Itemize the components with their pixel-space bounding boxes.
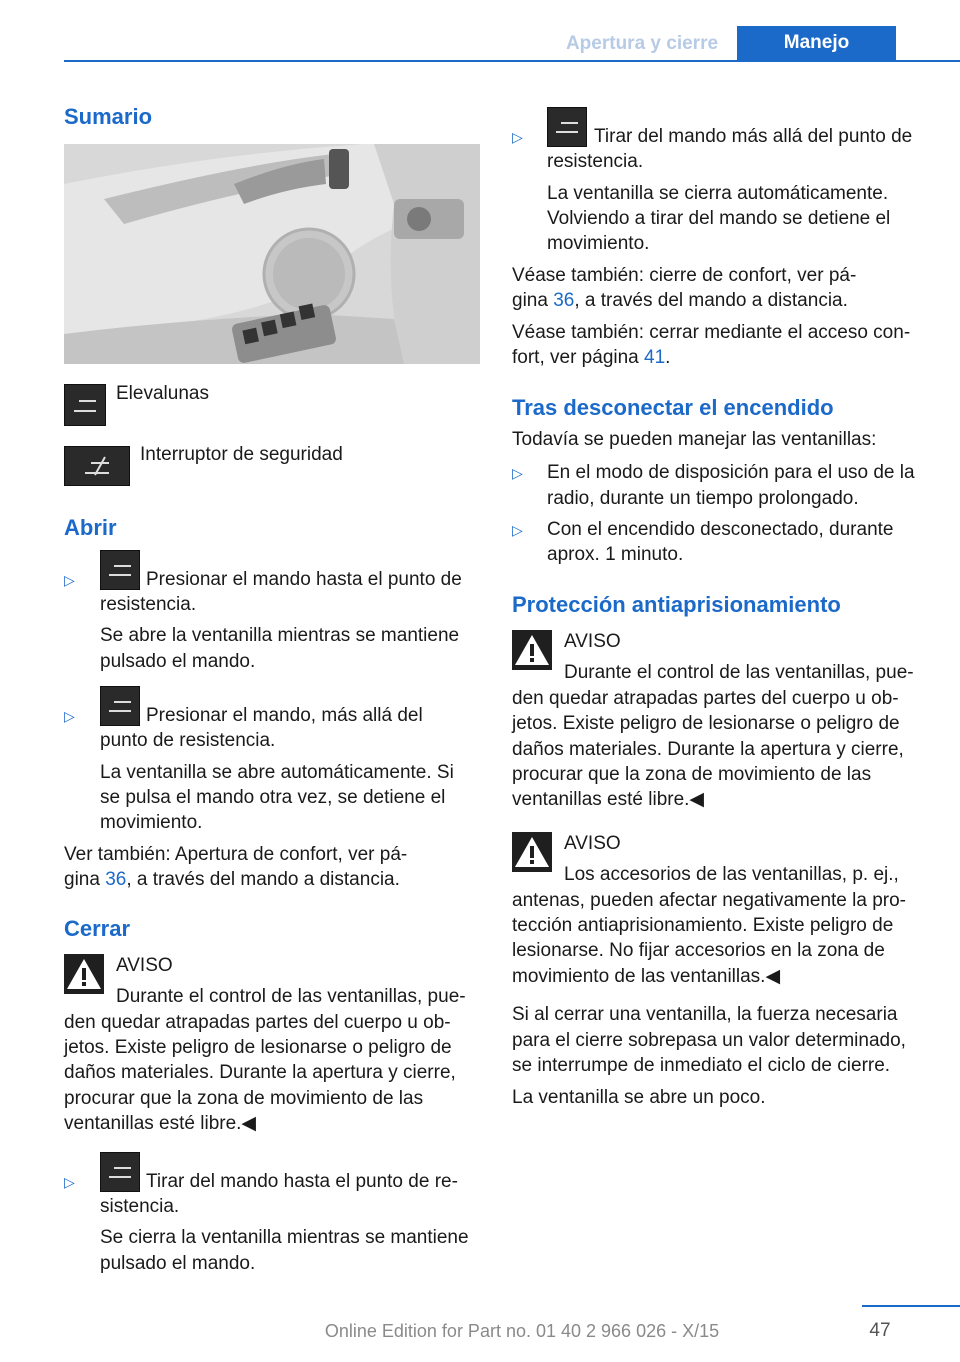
vease2-line2: fort, ver página 41. bbox=[512, 347, 671, 368]
tras-item1-line1: En el modo de disposición para el uso de la bbox=[547, 462, 915, 483]
aviso-line3: jetos. Existe peligro de lesionarse o peligro de bbox=[64, 1037, 452, 1058]
page-link-41[interactable]: 41 bbox=[644, 347, 666, 368]
cerrar-item1-note-1: Se cierra la ventanilla mientras se mantiene bbox=[100, 1227, 469, 1248]
bullet-icon: ▷ bbox=[512, 465, 523, 481]
tras-item1-line2: radio, durante un tiempo prolongado. bbox=[547, 488, 859, 509]
abrir-item2-note-2: se pulsa el mando otra vez, se detiene el bbox=[100, 787, 446, 808]
bullet-icon: ▷ bbox=[64, 572, 75, 588]
window-switch-icon bbox=[100, 686, 140, 726]
footer-edition: Online Edition for Part no. 01 40 2 966 026 - X/15 bbox=[324, 1321, 720, 1341]
aviso2-line4: lesionarse. No fijar accesorios en la zona de bbox=[512, 940, 885, 961]
aviso1-line6: ventanillas esté libre.◀ bbox=[512, 789, 705, 810]
final-line1: Si al cerrar una ventanilla, la fuerza necesaria bbox=[512, 1004, 898, 1025]
warning-triangle-icon bbox=[512, 630, 552, 670]
abrir-item1-note-2: pulsado el mando. bbox=[100, 651, 256, 672]
aviso-line5: procurar que la zona de movimiento de las bbox=[64, 1088, 424, 1109]
final-line2: para el cierre sobrepasa un valor determinado, bbox=[512, 1030, 906, 1051]
ver-tambien-line2: gina 36, a través del mando a distancia. bbox=[64, 869, 400, 890]
header-section-title: Apertura y cierre bbox=[565, 33, 719, 54]
aviso1-line2: den quedar atrapadas partes del cuerpo u ob‐ bbox=[512, 688, 899, 709]
legend-interruptor: Interruptor de seguridad bbox=[140, 444, 343, 465]
aviso2-line3: tección antiaprisionamiento. Existe peligro de bbox=[512, 915, 894, 936]
header-rule bbox=[64, 60, 960, 62]
aviso2-label: AVISO bbox=[564, 833, 621, 854]
right-item-note-1: La ventanilla se cierra automáticamente. bbox=[547, 183, 889, 204]
aviso1-line1: Durante el control de las ventanillas, pue‐ bbox=[564, 662, 914, 683]
final-line4: La ventanilla se abre un poco. bbox=[512, 1087, 766, 1108]
abrir-item1-line2: resistencia. bbox=[100, 594, 197, 615]
abrir-item2-note-1: La ventanilla se abre automáticamente. Si bbox=[100, 762, 454, 783]
cerrar-item1-line2: sistencia. bbox=[100, 1196, 180, 1217]
aviso-line4: daños materiales. Durante la apertura y cierre, bbox=[64, 1062, 456, 1083]
door-switches-photo bbox=[64, 144, 480, 364]
aviso1-label: AVISO bbox=[564, 631, 621, 652]
right-item-note-2: Volviendo a tirar del mando se detiene el bbox=[547, 208, 891, 229]
warning-triangle-icon bbox=[64, 954, 104, 994]
window-switch-icon bbox=[100, 550, 140, 590]
aviso1-line4: daños materiales. Durante la apertura y cierre, bbox=[512, 739, 904, 760]
right-item-line2: resistencia. bbox=[547, 151, 644, 172]
aviso-line2: den quedar atrapadas partes del cuerpo u ob‐ bbox=[64, 1012, 451, 1033]
abrir-item1-line1: Presionar el mando hasta el punto de bbox=[146, 569, 462, 590]
heading-cerrar: Cerrar bbox=[64, 916, 131, 941]
abrir-item2-line2: punto de resistencia. bbox=[100, 730, 276, 751]
cerrar-item1-note-2: pulsado el mando. bbox=[100, 1253, 256, 1274]
abrir-item2-line1: Presionar el mando, más allá del bbox=[146, 705, 423, 726]
window-switch-icon bbox=[64, 384, 106, 426]
page-link-36[interactable]: 36 bbox=[553, 290, 575, 311]
right-item-line1: Tirar del mando más allá del punto de bbox=[594, 126, 913, 147]
heading-proteccion: Protección antiaprisionamiento bbox=[512, 592, 841, 617]
aviso2-line1: Los accesorios de las ventanillas, p. ej., bbox=[564, 864, 899, 885]
final-line3: se interrumpe de inmediato el ciclo de cierre. bbox=[512, 1055, 891, 1076]
aviso1-line3: jetos. Existe peligro de lesionarse o peligro de bbox=[512, 713, 900, 734]
bullet-icon: ▷ bbox=[512, 129, 523, 145]
cerrar-item1-line1: Tirar del mando hasta el punto de re‐ bbox=[146, 1171, 458, 1192]
page-number: 47 bbox=[869, 1320, 891, 1341]
heading-tras-desconectar: Tras desconectar el encendido bbox=[512, 395, 834, 420]
window-switch-icon bbox=[547, 107, 587, 147]
aviso-line1: Durante el control de las ventanillas, pue‐ bbox=[116, 986, 466, 1007]
vease1-line1: Véase también: cierre de confort, ver pá‐ bbox=[512, 265, 857, 286]
abrir-item1-note-1: Se abre la ventanilla mientras se mantiene bbox=[100, 625, 460, 646]
bullet-icon: ▷ bbox=[64, 1174, 75, 1190]
heading-sumario: Sumario bbox=[64, 104, 153, 129]
tras-item2-line1: Con el encendido desconectado, durante bbox=[547, 519, 894, 540]
page-link-36[interactable]: 36 bbox=[105, 869, 127, 890]
aviso2-line2: antenas, pueden afectar negativamente la pro‐ bbox=[512, 890, 906, 911]
heading-abrir: Abrir bbox=[64, 515, 117, 540]
window-switch-icon bbox=[100, 1152, 140, 1192]
header-chapter-tab: Manejo bbox=[737, 26, 896, 60]
vease2-line1: Véase también: cerrar mediante el acceso con‐ bbox=[512, 322, 911, 343]
tras-intro: Todavía se pueden manejar las ventanillas: bbox=[512, 429, 877, 450]
aviso-line6: ventanillas esté libre.◀ bbox=[64, 1113, 257, 1134]
footer-rule bbox=[862, 1305, 960, 1307]
tras-item2-line2: aprox. 1 minuto. bbox=[547, 544, 684, 565]
vease1-line2: gina 36, a través del mando a distancia. bbox=[512, 290, 848, 311]
aviso-label: AVISO bbox=[116, 955, 173, 976]
warning-triangle-icon bbox=[512, 832, 552, 872]
safety-switch-icon bbox=[64, 446, 130, 486]
ver-tambien-line1: Ver también: Apertura de confort, ver pá‐ bbox=[64, 844, 408, 865]
abrir-item2-note-3: movimiento. bbox=[100, 812, 203, 833]
aviso1-line5: procurar que la zona de movimiento de las bbox=[512, 764, 872, 785]
right-item-note-3: movimiento. bbox=[547, 233, 650, 254]
bullet-icon: ▷ bbox=[512, 522, 523, 538]
bullet-icon: ▷ bbox=[64, 708, 75, 724]
aviso2-line5: movimiento de las ventanillas.◀ bbox=[512, 966, 781, 987]
legend-elevalunas: Elevalunas bbox=[116, 383, 209, 404]
